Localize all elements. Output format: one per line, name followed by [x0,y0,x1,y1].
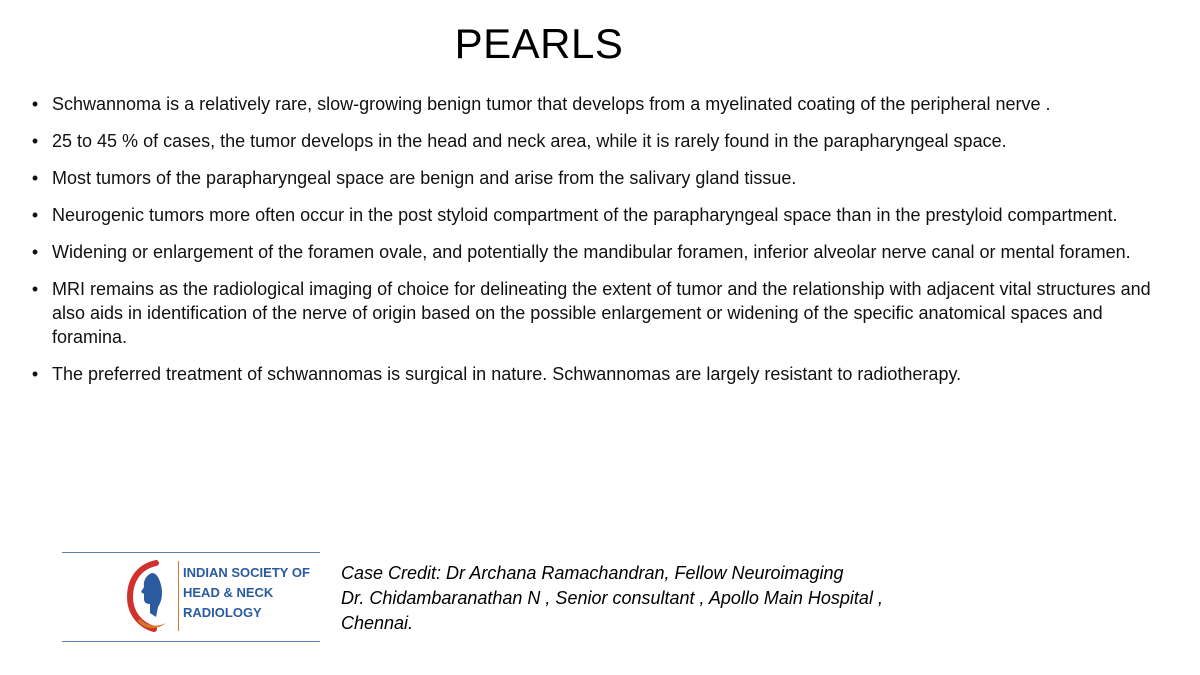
bullet-text: Widening or enlargement of the foramen ovale, and potentially the mandibular foramen, inferior alveolar nerve canal or mental foramen. [52,242,1131,262]
bullet-text: Neurogenic tumors more often occur in the post styloid compartment of the parapharyngeal space than in the prestyloid compartment. [52,205,1118,225]
society-logo [62,552,320,642]
bullet-item [28,203,1168,227]
bullet-marker: • [31,279,39,299]
logo-line: RADIOLOGY [183,605,262,620]
bullet-text: Schwannoma is a relatively rare, slow-growing benign tumor that develops from a myelinated coating of the peripheral nerve . [52,94,1051,114]
logo-divider [178,561,179,631]
bullet-item [28,129,1168,153]
slide-title: PEARLS [454,20,624,67]
logo-line: HEAD & NECK [183,585,274,600]
credit-line: Dr. Chidambaranathan N , Senior consultant , Apollo Main Hospital , [341,588,883,608]
bullet-marker: • [31,168,39,188]
logo-line: INDIAN SOCIETY OF [183,565,310,580]
bullet-marker: • [31,364,39,384]
bullet-item [28,240,1168,264]
logo-text [183,563,319,623]
credit-line: Chennai. [341,613,414,633]
bullet-marker: • [31,205,39,225]
bullet-text: The preferred treatment of schwannomas is surgical in nature. Schwannomas are largely resistant to radiotherapy. [52,364,962,384]
bullet-marker: • [31,94,39,114]
bullet-text: MRI remains as the radiological imaging of choice for delineating the extent of tumor and the relationship with adjacent vital structures and also aids in identification of the nerve of origin based on the possible enlargement or widening of the specific anatomical spaces and foramina. [52,279,1151,347]
head-profile-logo-icon [126,559,170,635]
bullet-text: Most tumors of the parapharyngeal space are benign and arise from the salivary gland tissue. [52,168,797,188]
case-credit [341,561,961,636]
bullet-marker: • [31,242,39,262]
bullet-item [28,166,1168,190]
bullet-text: 25 to 45 % of cases, the tumor develops in the head and neck area, while it is rarely found in the parapharyngeal space. [52,131,1007,151]
bullet-item [28,362,1168,386]
credit-line: Case Credit: Dr Archana Ramachandran, Fellow Neuroimaging [341,563,844,583]
bullet-item [28,92,1168,116]
pearls-bullet-list [28,92,1168,399]
bullet-item [28,277,1168,349]
bullet-marker: • [31,131,39,151]
